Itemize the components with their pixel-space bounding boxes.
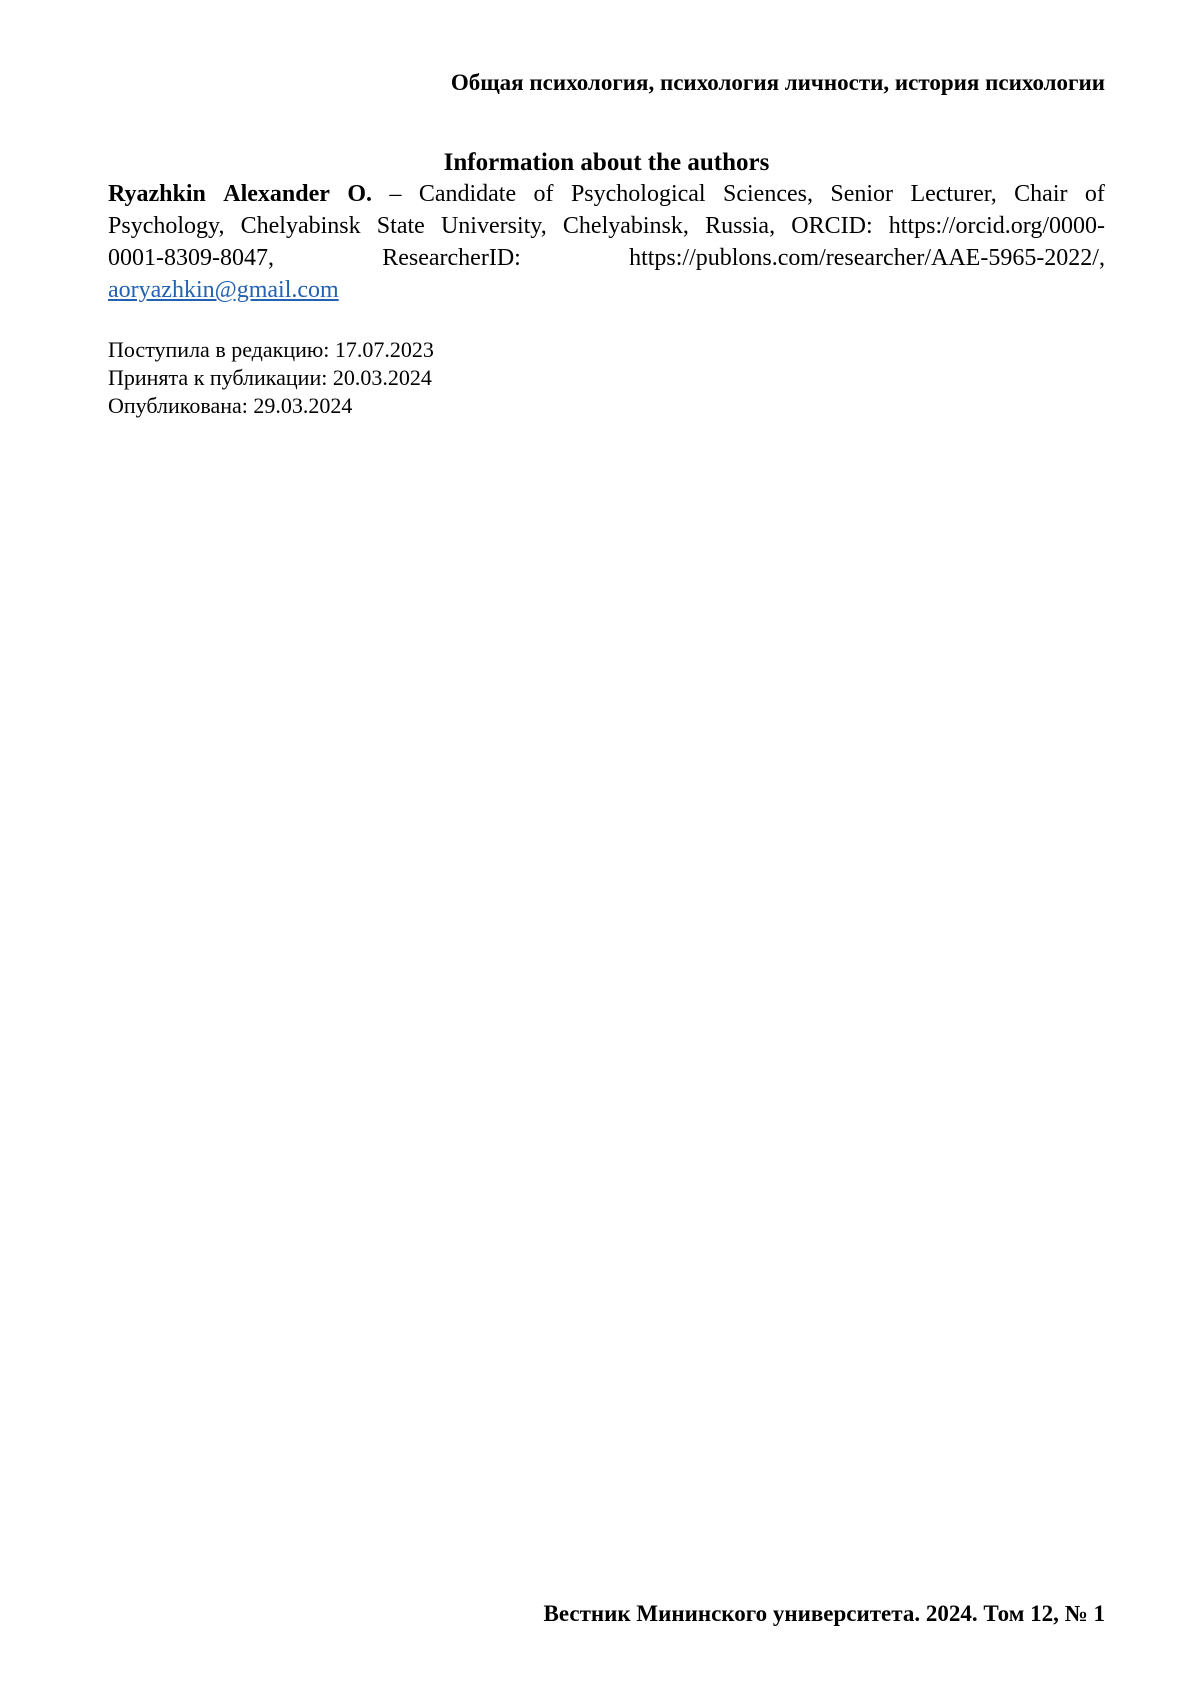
date-accepted-label: Принята к публикации: [108,365,328,390]
date-accepted-value: 20.03.2024 [332,365,432,390]
section-title: Information about the authors [443,149,770,176]
paragraph-line: Psychology, Chelyabinsk State University, Chelyabinsk, Russia, ORCID: https://orcid.org/0000- [108,213,1105,239]
date-accepted-line [108,364,1105,392]
date-received-line [108,336,1105,364]
page-content [108,0,1105,420]
author-paragraph [108,178,1105,306]
date-received-label: Поступила в редакцию: [108,337,330,362]
paragraph-line: Ryazhkin Alexander O. – Candidate of Psychological Sciences, Senior Lecturer, Chair of [108,181,1105,207]
date-published-label: Опубликована: [108,393,248,418]
date-published-line [108,392,1105,420]
date-published-value: 29.03.2024 [253,393,353,418]
date-received-value: 17.07.2023 [334,337,434,362]
journal-section-header: Общая психология, психология личности, история психологии [450,70,1105,95]
dates-block [108,336,1105,420]
paragraph-line [108,274,1105,306]
journal-footer: Вестник Мининского университета. 2024. Том 12, № 1 [543,1601,1105,1626]
paragraph-line: 0001-8309-8047, ResearcherID: https://publons.com/researcher/AAE-5965-2022/, [108,245,1105,271]
email-link[interactable]: aoryazhkin@gmail.com [108,277,339,303]
